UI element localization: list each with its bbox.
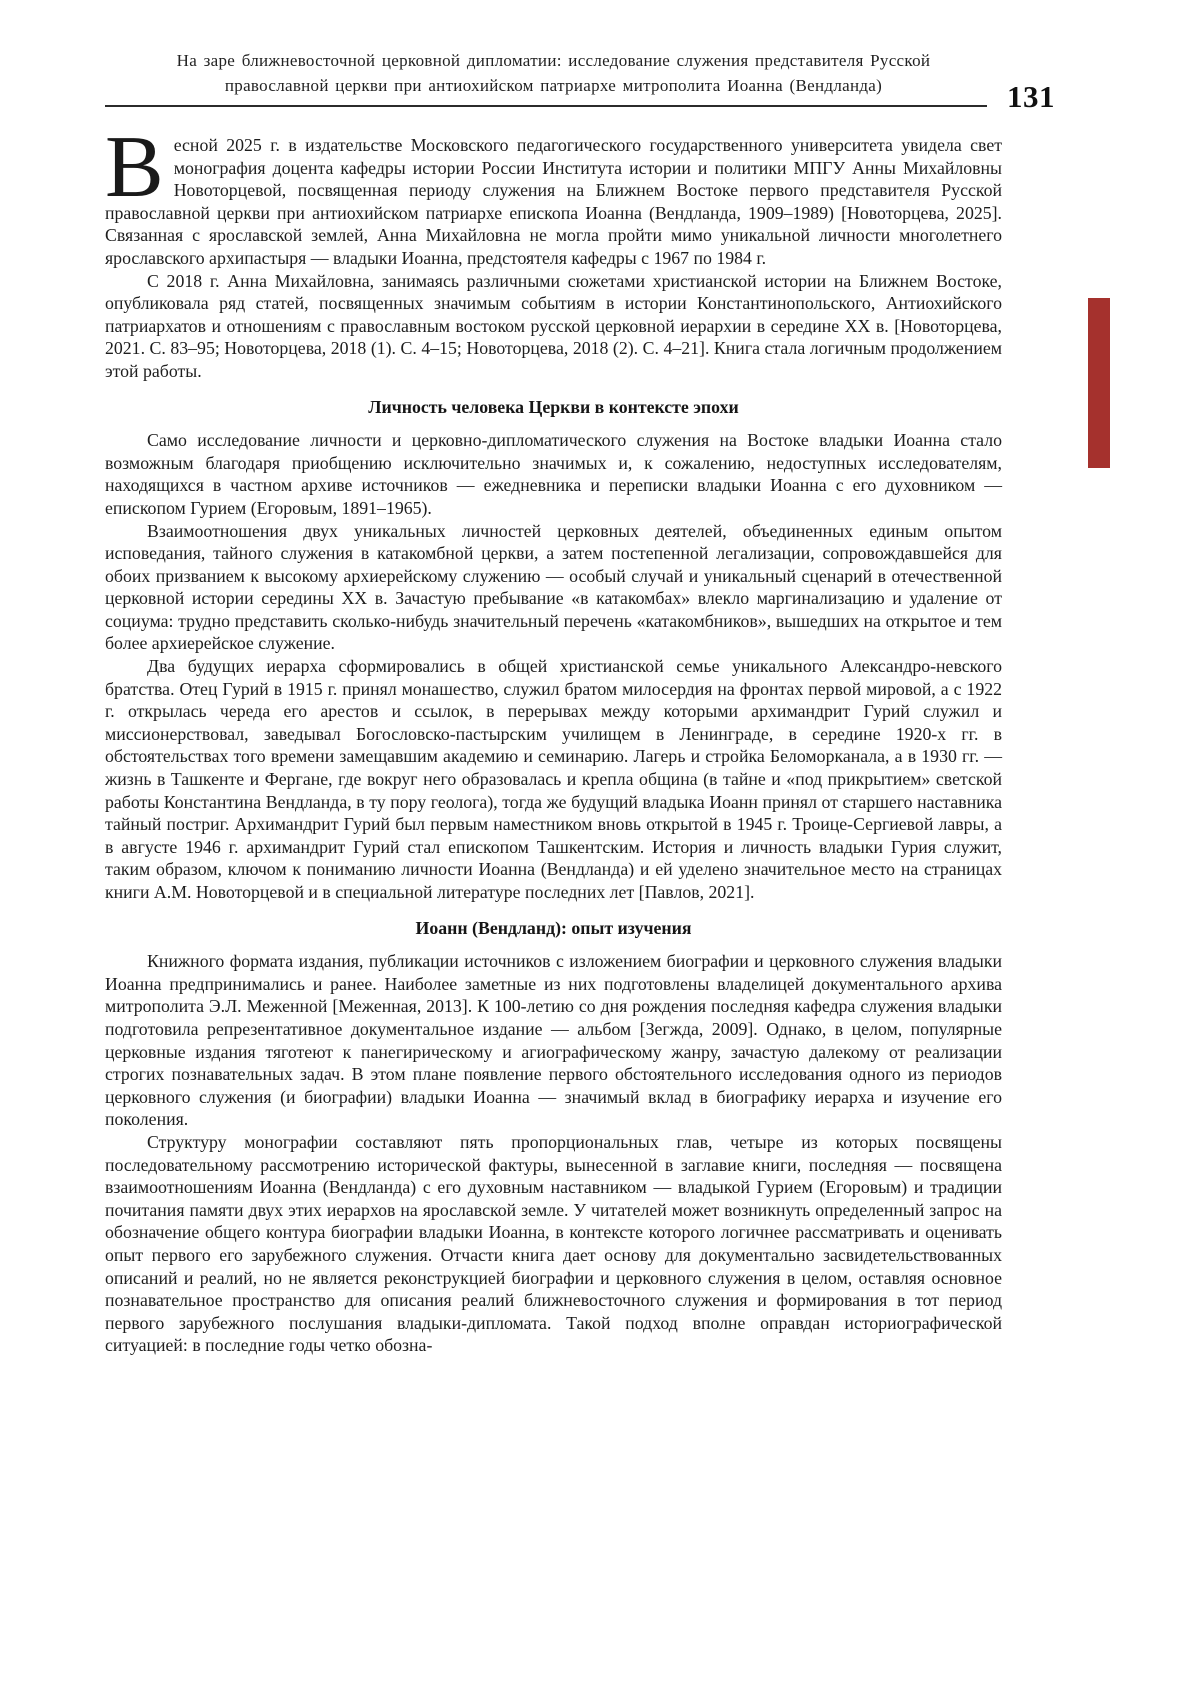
paragraph-4: Взаимоотношения двух уникальных личностей церковных деятелей, объединенных единым опытом исповедания, тайного служения в катакомбной церкви, а затем постепенной легализации, сопровождавшейся для обоих призванием к высокому архиерейскому служению — особый случай и уникальный сценарий в отечественной церковной истории середины XX в. Зачастую пребывание «в катакомбах» влекло маргинализацию и удаление от социума: трудно представить сколько-нибудь значительный перечень «катакомбников», вышедших на открытое и тем более архиерейское служение. [105,520,1002,654]
paragraph-intro-text: есной 2025 г. в издательстве Московского педагогического государственного университета увидела свет монография доцента кафедры истории России Института истории и политики МПГУ Анны Михайловны Новоторцевой, посвященная периоду служения на Ближнем Востоке первого представителя Русской православной церкви при антиохийском патриархе епископа Иоанна (Вендланда, 1909–1989) [Новоторцева, 2025]. Связанная с ярославской землей, Анна Михайловна не могла пройти мимо уникальной личности многолетнего ярославского архипастыря — владыки Иоанна, предстоятеля кафедры с 1967 по 1984 г. [105,135,1002,268]
paragraph-6: Книжного формата издания, публикации источников с изложением биографии и церковного служения владыки Иоанна предпринимались и ранее. Наиболее заметные из них подготовлены владелицей документального архива митрополита Э.Л. Меженной [Меженная, 2013]. К 100-летию со дня рождения последняя кафедра служения владыки подготовила репрезентативное документальное издание — альбом [Зегжда, 2009]. Однако, в целом, популярные церковные издания тяготеют к панегирическому и агиографическому жанру, зачастую далекому от реализации строгих познавательных задач. В этом плане появление первого обстоятельного исследования одного из периодов церковного служения (и биографии) владыки Иоанна — значимый вклад в биографику иерарха и изучение его поколения. [105,951,1002,1130]
running-head [105,48,1002,107]
paragraph-7: Структуру монографии составляют пять пропорциональных глав, четыре из которых посвящены последовательному рассмотрению исторической фактуры, вынесенной в заглавие книги, последняя — посвящена взаимоотношениям Иоанна (Вендланда) с его духовным наставником — владыкой Гурием (Егоровым) и традиции почитания памяти двух этих иерархов на ярославской земле. У читателей может возникнуть определенный запрос на обозначение общего контура биографии владыки Иоанна, в контексте которого логичнее рассматривать и оценивать опыт первого его зарубежного служения. Отчасти книга дает основу для документально засвидетельствованных описаний и реалий, но не является реконструкцией биографии и церковного служения в целом, оставляя основное познавательное пространство для описания реалий ближневосточного служения и формирования в тот период первого зарубежного послушания владыки-дипломата. Такой подход вполне оправдан историографической ситуацией: в последние годы четко обозна- [105,1131,1002,1356]
section-heading-1: Личность человека Церкви в контексте эпохи [368,396,739,417]
article-body [105,119,1002,1357]
dropcap-letter: В [105,119,164,216]
paragraph-intro [105,119,1002,270]
page-edge-red-marker [1088,298,1110,468]
running-head-line1: На заре ближневосточной церковной дипломатии: исследование служения представителя Русской [176,51,931,70]
running-head-line2: православной церкви при антиохийском патриархе митрополита Иоанна (Вендланда) [224,76,883,95]
paragraph-2: С 2018 г. Анна Михайловна, занимаясь различными сюжетами христианской истории на Ближнем Востоке, опубликовала ряд статей, посвященных значимым событиям в истории Константинопольского, Антиохийского патриархатов и отношениям с православным востоком русской церковной иерархии в середине XX в. [Новоторцева, 2021. С. 83–95; Новоторцева, 2018 (1). С. 4–15; Новоторцева, 2018 (2). С. 4–21]. Книга стала логичным продолжением этой работы. [105,270,1002,381]
text-column [105,48,1002,1357]
page-number: 131 [1007,79,1055,114]
section-heading-2: Иоанн (Вендланд): опыт изучения [415,917,692,938]
header-rule [105,105,987,107]
paragraph-5: Два будущих иерарха сформировались в общей христианской семье уникального Александро-невского братства. Отец Гурий в 1915 г. принял монашество, служил братом милосердия на фронтах первой мировой, а с 1922 г. открылась череда его арестов и ссылок, в перерывах между которыми архимандрит Гурий служил и миссионерствовал, заведывал Богословско-пастырским училищем в Ленинграде, в середине 1920-х гг. в обстоятельствах того времени замещавшим академию и семинарию. Лагерь и стройка Беломорканала, а в 1930 гг. — жизнь в Ташкенте и Фергане, где вокруг него образовалась и крепла община (в тайне и «под прикрытием» светской работы Константина Вендланда, в ту пору геолога), тогда же будущий владыка Иоанн принял от старшего наставника тайный постриг. Архимандрит Гурий был первым наместником вновь открытой в 1945 г. Троице-Сергиевой лавры, а в августе 1946 г. архимандрит Гурий стал епископом Ташкентским. История и личность владыки Гурия служит, таким образом, ключом к пониманию личности Иоанна (Вендланда) и ей уделено значительное место на страницах книги А.М. Новоторцевой и в специальной литературе последних лет [Павлов, 2021]. [105,656,1002,902]
paragraph-3: Само исследование личности и церковно-дипломатического служения на Востоке владыки Иоанна стало возможным благодаря приобщению исключительно значимых и, к сожалению, недоступных исследователям, находящихся в частном архиве источников — ежедневника и переписки владыки Иоанна с его духовником — епископом Гурием (Егоровым, 1891–1965). [105,430,1002,518]
